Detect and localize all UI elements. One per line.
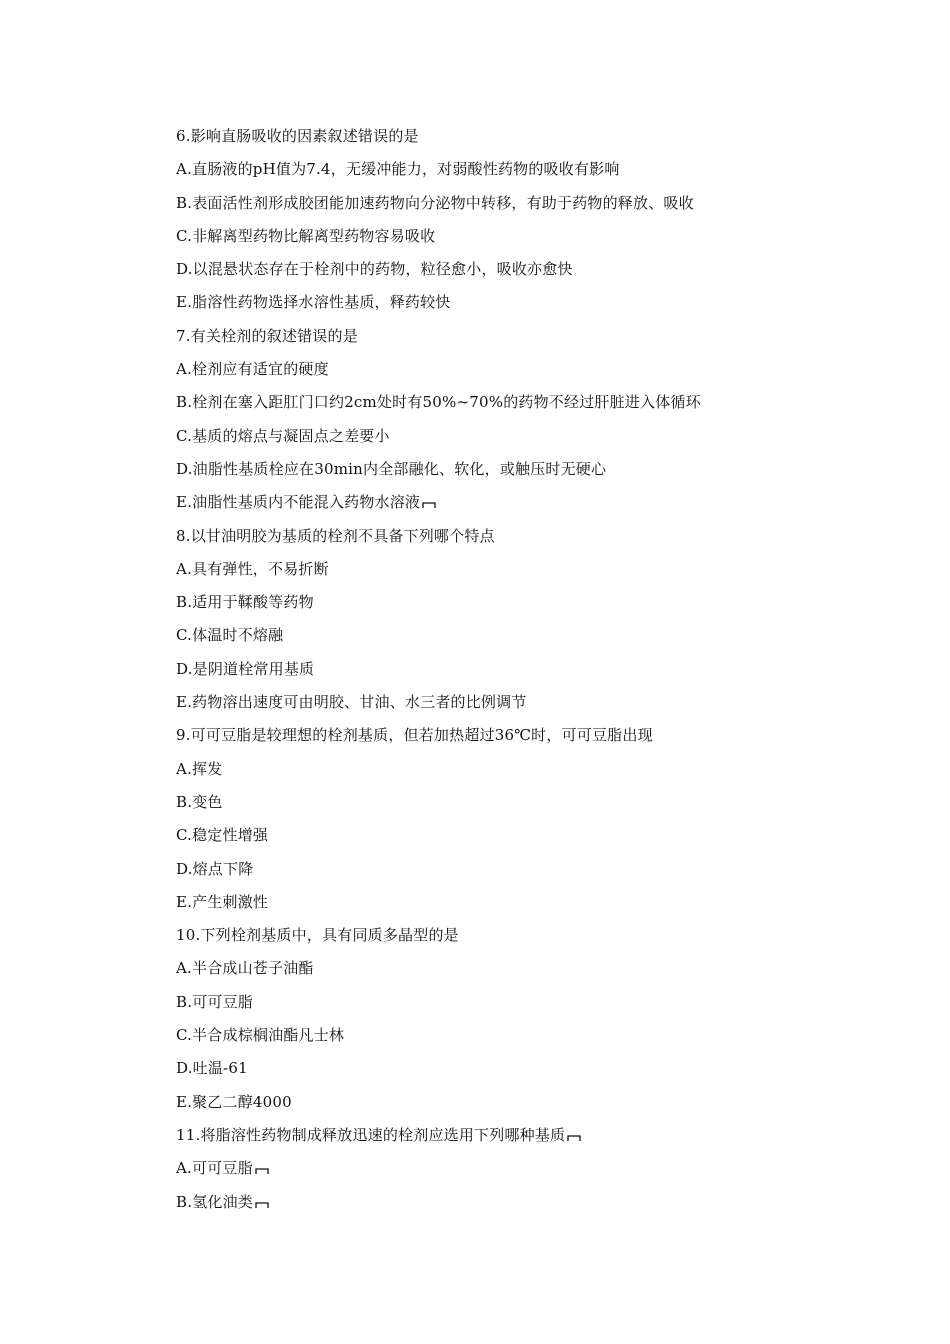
- question-stem: 8.以甘油明胶为基质的栓剂不具备下列哪个特点: [176, 526, 495, 545]
- bracket-mark-icon: [422, 501, 436, 509]
- answer-option: C.半合成棕榈油酯凡士林: [176, 1026, 345, 1045]
- answer-option: B.表面活性剂形成胶团能加速药物向分泌物中转移，有助于药物的释放、吸收: [176, 193, 694, 212]
- question-stem: 6.影响直肠吸收的因素叙述错误的是: [176, 127, 419, 145]
- answer-option: B.适用于鞣酸等药物: [176, 593, 314, 612]
- answer-option: B.栓剂在塞入距肛门口约2cm处时有50%~70%的药物不经过肝脏进入体循环: [176, 393, 701, 412]
- answer-option: A.栓剂应有适宜的硬度: [176, 360, 329, 379]
- answer-option: B.可可豆脂: [176, 992, 253, 1011]
- question-stem: 10.下列栓剂基质中，具有同质多晶型的是: [176, 926, 459, 945]
- answer-option: E.油脂性基质内不能混入药物水溶液: [176, 493, 421, 512]
- answer-option: C.体温时不熔融: [176, 626, 284, 645]
- answer-option: D.熔点下降: [176, 859, 254, 878]
- answer-option: D.以混悬状态存在于栓剂中的药物，粒径愈小，吸收亦愈快: [176, 260, 573, 279]
- answer-option: A.半合成山苍子油酯: [176, 959, 314, 978]
- answer-option: C.稳定性增强: [176, 826, 269, 845]
- answer-option: B.变色: [176, 792, 223, 811]
- answer-option-row: [176, 1190, 896, 1223]
- answer-option: A.挥发: [176, 759, 223, 778]
- answer-option: E.产生刺激性: [176, 892, 269, 911]
- bracket-mark-icon: [255, 1167, 269, 1175]
- bracket-mark-icon: [255, 1201, 269, 1209]
- question-stem: 11.将脂溶性药物制成释放迅速的栓剂应选用下列哪种基质: [176, 1125, 566, 1144]
- answer-option: E.聚乙二醇4000: [176, 1092, 292, 1111]
- answer-option: B.氢化油类: [176, 1192, 253, 1211]
- answer-option-row: [176, 490, 896, 523]
- answer-option: C.基质的熔点与凝固点之差要小: [176, 426, 390, 445]
- answer-option: E.脂溶性药物选择水溶性基质，释药较快: [176, 293, 451, 312]
- question-stem-row: [176, 1123, 896, 1156]
- answer-option: D.油脂性基质栓应在30min内全部融化、软化，或触压时无硬心: [176, 459, 607, 478]
- answer-option: C.非解离型药物比解离型药物容易吸收: [176, 226, 436, 245]
- document-page: [176, 124, 896, 1223]
- bracket-mark-icon: [567, 1134, 581, 1142]
- question-stem: 9.可可豆脂是较理想的栓剂基质，但若加热超过36℃时，可可豆脂出现: [176, 726, 653, 745]
- answer-option: A.具有弹性，不易折断: [176, 559, 329, 578]
- answer-option: A.可可豆脂: [176, 1159, 253, 1178]
- question-stem: 7.有关栓剂的叙述错误的是: [176, 326, 358, 345]
- answer-option: A.直肠液的pH值为7.4，无缓冲能力，对弱酸性药物的吸收有影响: [176, 160, 620, 179]
- answer-option-row: [176, 1156, 896, 1189]
- answer-option: D.吐温-61: [176, 1059, 248, 1078]
- answer-option: D.是阴道栓常用基质: [176, 659, 315, 678]
- answer-option: E.药物溶出速度可由明胶、甘油、水三者的比例调节: [176, 693, 527, 712]
